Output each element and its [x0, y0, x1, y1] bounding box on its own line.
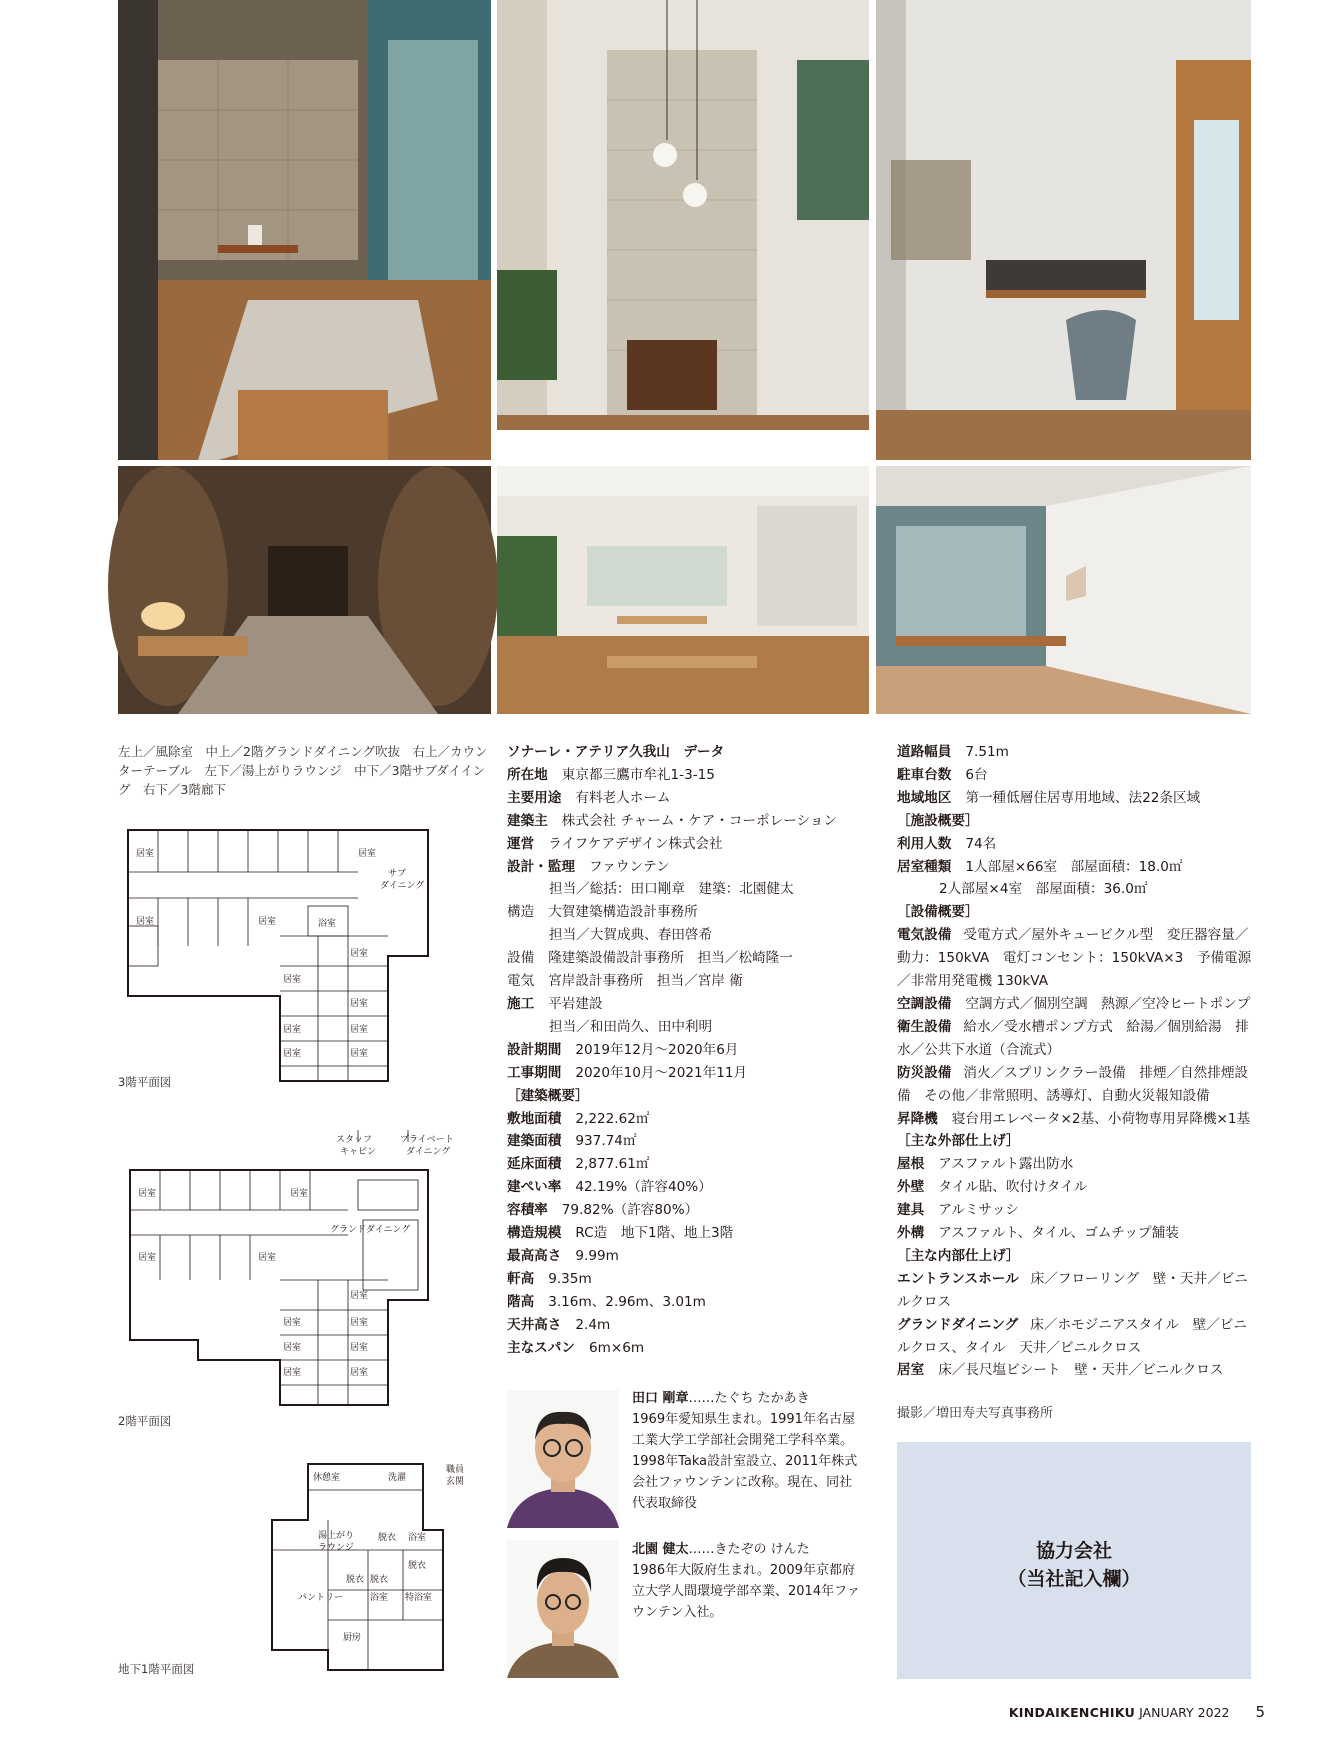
data-key: 建築面積 — [507, 1133, 562, 1150]
data-key: 建築主 — [507, 812, 548, 829]
planb1-room: 脱衣 — [408, 1561, 427, 1571]
data-row — [507, 1222, 879, 1245]
planb1-room: 特浴室 — [405, 1593, 433, 1603]
data-value: ファウンテン — [588, 858, 670, 875]
data-row — [507, 970, 879, 993]
data-row — [507, 1199, 879, 1222]
data-row-continued: 2人部屋×4室 部屋面積：36.0㎡ — [939, 881, 1148, 898]
section-heading: ［設備概要］ — [897, 904, 979, 921]
bio-reading: ……きたぞの けんた — [688, 1542, 810, 1557]
bio-taguchi — [632, 1388, 864, 1514]
data-row — [507, 947, 879, 970]
photo-credit: 撮影／増田寿夫写真事務所 — [897, 1406, 1054, 1421]
plan2-room: 居室 — [350, 1318, 369, 1328]
section-heading: ［施設概要］ — [897, 812, 979, 829]
data-value: 2020年10月～2021年11月 — [575, 1064, 748, 1081]
data-row — [897, 1062, 1252, 1108]
data-key: 敷地面積 — [507, 1110, 562, 1127]
data-key: 居室種類 — [897, 858, 952, 875]
data-value: 2,222.62㎡ — [575, 1110, 650, 1127]
data-row — [897, 1314, 1252, 1360]
data-row — [507, 901, 879, 924]
data-key: 主要用途 — [507, 789, 562, 806]
data-row — [507, 833, 879, 856]
data-row — [897, 787, 1252, 810]
page-number: 5 — [1255, 1703, 1265, 1721]
data-row — [507, 1130, 879, 1153]
plan2-room: 居室 — [350, 1343, 369, 1353]
data-value: 平岩建設 — [548, 995, 603, 1012]
plan3-room: 居室 — [358, 849, 377, 859]
data-column-2 — [897, 741, 1252, 1382]
data-value: 床／ホモジニアスタイル 壁／ビニルクロス、タイル 天井／ビニルクロス — [897, 1316, 1247, 1356]
data-value: 79.82%（許容80%） — [561, 1202, 699, 1219]
plan2-room: 居室 — [350, 1368, 369, 1378]
data-value: 9.99m — [575, 1247, 619, 1264]
portrait-kitazono — [507, 1540, 619, 1678]
plan2-room: 居室 — [350, 1291, 369, 1301]
floor-plan-3f — [118, 826, 440, 1076]
data-row — [507, 787, 879, 810]
data-key: 地域地区 — [897, 789, 952, 806]
data-key: 外壁 — [897, 1179, 925, 1196]
data-key: グランドダイニング — [897, 1316, 1019, 1333]
data-value: 3.16m、2.96m、3.01m — [548, 1293, 706, 1310]
data-value: 床／長尺塩ビシート 壁・天井／ビニルクロス — [938, 1362, 1224, 1379]
photo-bath-lounge — [118, 466, 491, 714]
plan2-room: 居室 — [138, 1253, 157, 1263]
data-value: 6m×6m — [588, 1339, 645, 1356]
data-row — [507, 1039, 879, 1062]
data-key: 電気設備 — [897, 927, 952, 944]
data-row — [507, 1153, 879, 1176]
data-key: 屋根 — [897, 1156, 925, 1173]
data-value: 2.4m — [575, 1316, 611, 1333]
data-row — [897, 1176, 1252, 1199]
data-value: 床／フローリング 壁・天井／ビニルクロス — [897, 1270, 1248, 1310]
data-row — [897, 1016, 1252, 1062]
data-row — [897, 993, 1252, 1016]
issue-date: JANUARY 2022 — [1139, 1705, 1230, 1720]
plan3-room: 居室 — [350, 1025, 369, 1035]
data-row — [897, 1199, 1252, 1222]
data-value: 空調方式／個別空調 熱源／空冷ヒートポンプ — [965, 995, 1251, 1012]
data-key: 所在地 — [507, 766, 548, 783]
data-key: 建ぺい率 — [507, 1179, 562, 1196]
plan2-callout: グランドダイニング — [330, 1225, 411, 1235]
data-key: 空調設備 — [897, 995, 952, 1012]
plan2-callout: キャビン — [340, 1147, 377, 1157]
planb1-room: 洗濯 — [388, 1473, 407, 1483]
data-row — [507, 1314, 879, 1337]
data-key: 延床面積 — [507, 1156, 562, 1173]
planb1-room: 浴室 — [370, 1593, 389, 1603]
planb1-room: 休憩室 — [313, 1473, 341, 1483]
planb1-room: 湯上がり — [318, 1531, 355, 1541]
photo-third-floor-corridor — [876, 466, 1251, 714]
planb1-room: 脱衣 — [370, 1575, 389, 1585]
data-key: 居室 — [897, 1362, 925, 1379]
data-row — [897, 1268, 1252, 1314]
data-key: 利用人数 — [897, 835, 952, 852]
plan2-room: 居室 — [290, 1189, 309, 1199]
data-row-continued: 担当／大賀成典、春田啓希 — [549, 927, 713, 944]
photo-vestibule — [118, 0, 491, 460]
data-row — [897, 1153, 1252, 1176]
data-key: 建具 — [897, 1202, 925, 1219]
data-row — [507, 764, 879, 787]
bio-reading: ……たぐち たかあき — [688, 1391, 810, 1406]
plan2-room: 居室 — [283, 1368, 302, 1378]
floor-plan-b1 — [268, 1460, 465, 1680]
data-row — [507, 1337, 879, 1360]
data-value: 有料老人ホーム — [575, 789, 671, 806]
data-key: 衛生設備 — [897, 1018, 952, 1035]
data-key: 階高 — [507, 1293, 535, 1310]
data-row — [897, 741, 1252, 764]
plan3-room: ダイニング — [380, 881, 425, 891]
planb1-room: 浴室 — [408, 1533, 427, 1543]
photo-counter-table — [876, 0, 1251, 460]
planb1-room: ラウンジ — [318, 1543, 354, 1553]
planb1-room: 脱衣 — [378, 1533, 397, 1543]
cooperating-subtitle: （当社記入欄） — [1007, 1568, 1141, 1590]
cooperating-companies-box — [897, 1442, 1251, 1679]
data-value: 937.74㎡ — [575, 1133, 637, 1150]
data-value: 42.19%（許容40%） — [575, 1179, 712, 1196]
data-key: 構造規模 — [507, 1225, 562, 1242]
data-value: 株式会社 チャーム・ケア・コーポレーション — [561, 812, 838, 829]
data-row-continued: 担当／総括：田口剛章 建築：北園健太 — [549, 881, 794, 898]
section-heading: ［主な外部仕上げ］ — [897, 1133, 1020, 1150]
data-key: 道路幅員 — [897, 744, 952, 760]
data-row — [507, 1268, 879, 1291]
plan3-room: サブ — [388, 869, 407, 879]
data-value: 9.35m — [548, 1270, 592, 1287]
data-value: タイル貼、吹付けタイル — [938, 1179, 1088, 1196]
data-key: 天井高さ — [507, 1316, 562, 1333]
data-value: アスファルト、タイル、ゴムチップ舗装 — [938, 1225, 1179, 1242]
data-row — [897, 1359, 1252, 1382]
data-value: 東京都三鷹市牟礼1-3-15 — [561, 766, 715, 783]
data-row — [507, 1176, 879, 1199]
plan2-room: 居室 — [138, 1189, 157, 1199]
data-key: 電気 — [507, 973, 535, 990]
bio-name: 北園 健太 — [632, 1542, 689, 1557]
data-key: 工事期間 — [507, 1064, 562, 1081]
plan3-room: 居室 — [258, 917, 277, 927]
data-row — [897, 856, 1252, 879]
section-heading: ［建築概要］ — [507, 1087, 589, 1104]
page-footer — [1009, 1703, 1265, 1721]
data-value: 2019年12月～2020年6月 — [575, 1041, 739, 1058]
plan3-room: 居室 — [283, 1049, 302, 1059]
plan-label-b1: 地下1階平面図 — [118, 1662, 195, 1676]
data-value: 1人部屋×66室 部屋面積：18.0㎡ — [965, 858, 1183, 875]
plan2-room: 居室 — [283, 1318, 302, 1328]
cooperating-title: 協力会社 — [1035, 1540, 1112, 1562]
planb1-room: パントリー — [298, 1593, 344, 1603]
section-heading: ［主な内部仕上げ］ — [897, 1247, 1020, 1264]
data-key: 昇降機 — [897, 1110, 938, 1127]
data-value: 宮岸設計事務所 担当／宮岸 衛 — [548, 973, 743, 990]
data-row-continued: 担当／和田尚久、田中利明 — [549, 1018, 713, 1035]
photo-caption: 左上／風除室 中上／2階グランドダイニング吹抜 右上／カウンターテーブル 左下／湯上がりラウンジ 中下／3階サブダイイング 右下／3階廊下 — [118, 744, 488, 797]
data-row — [507, 810, 879, 833]
data-key: 最高高さ — [507, 1247, 562, 1264]
photo-grand-dining-atrium — [497, 0, 869, 430]
plan2-callout: プライベート — [400, 1135, 454, 1145]
planb1-room: 脱衣 — [346, 1575, 365, 1585]
data-value: アスファルト露出防水 — [938, 1156, 1074, 1173]
plan3-room: 居室 — [283, 975, 302, 985]
data-row — [897, 764, 1252, 787]
bio-kitazono — [632, 1539, 864, 1623]
data-value: 7.51m — [965, 744, 1009, 760]
plan-label-2f: 2階平面図 — [118, 1414, 172, 1428]
data-row — [507, 1108, 879, 1131]
bio-text: 1986年大阪府生まれ。2009年京都府立大学人間環境学部卒業、2014年ファウンテン入社。 — [632, 1563, 860, 1620]
data-row — [897, 1222, 1252, 1245]
data-key: 設備 — [507, 950, 535, 967]
bio-name: 田口 剛章 — [632, 1391, 689, 1406]
plan3-room: 居室 — [136, 849, 155, 859]
data-key: 主なスパン — [507, 1339, 575, 1356]
bio-text: 1969年愛知県生まれ。1991年名古屋工業大学工学部社会開発工学科卒業。1998年Taka設計室設立、2011年株式会社ファウンテンに改称。現在、同社代表取締役 — [632, 1412, 858, 1511]
plan2-room: 居室 — [258, 1253, 277, 1263]
plan3-room: 浴室 — [318, 919, 337, 929]
data-key: 外構 — [897, 1225, 925, 1242]
data-value: 第一種低層住居専用地域、法22条区域 — [965, 789, 1201, 806]
data-key: 容積率 — [507, 1202, 548, 1219]
portrait-taguchi — [507, 1390, 619, 1528]
data-value: 受電方式／屋外キュービクル型 変圧器容量／動力：150kVA 電灯コンセント：150kVA×3 予備電源／非常用発電機 130kVA — [897, 927, 1252, 990]
plan3-room: 居室 — [350, 1049, 369, 1059]
data-value: 隆建築設備設計事務所 担当／松崎隆一 — [548, 950, 793, 967]
data-row — [507, 1062, 879, 1085]
data-row — [897, 1108, 1252, 1131]
data-value: 2,877.61㎡ — [575, 1156, 650, 1173]
data-key: 施工 — [507, 995, 535, 1012]
data-row — [897, 833, 1252, 856]
planb1-room: 職員 — [446, 1465, 465, 1475]
data-key: 設計・監理 — [507, 858, 575, 875]
planb1-room: 玄関 — [446, 1477, 465, 1487]
plan-label-3f: 3階平面図 — [118, 1075, 172, 1089]
plan2-room: 居室 — [283, 1343, 302, 1353]
data-row — [507, 1291, 879, 1314]
data-value: 消火／スプリンクラー設備 排煙／自然排煙設備 その他／非常照明、誘導灯、自動火災報知設備 — [897, 1064, 1249, 1104]
magazine-name: KINDAIKENCHIKU — [1008, 1705, 1136, 1720]
plan3-room: 居室 — [350, 999, 369, 1009]
photo-sub-dining — [497, 466, 869, 714]
plan3-room: 居室 — [350, 949, 369, 959]
data-value: 大賀建築構造設計事務所 — [548, 904, 698, 921]
data-value: RC造 地下1階、地上3階 — [575, 1225, 734, 1242]
data-value: 給水／受水槽ポンプ方式 給湯／個別給湯 排水／公共下水道（合流式） — [897, 1018, 1249, 1058]
floor-plan-2f — [118, 1130, 458, 1410]
data-title: ソナーレ・アテリア久我山 データ — [507, 744, 725, 760]
data-row — [507, 993, 879, 1016]
data-key: 軒高 — [507, 1270, 535, 1287]
data-value: 寝台用エレベータ×2基、小荷物専用昇降機×1基 — [951, 1110, 1251, 1127]
data-row — [897, 924, 1252, 993]
plan3-room: 居室 — [136, 917, 155, 927]
plan3-room: 居室 — [283, 1025, 302, 1035]
data-value: ライフケアデザイン株式会社 — [548, 835, 723, 852]
data-key: エントランスホール — [897, 1270, 1019, 1287]
data-value: 6台 — [965, 766, 988, 783]
data-key: 防災設備 — [897, 1064, 952, 1081]
data-value: 74名 — [965, 835, 997, 852]
data-key: 駐車台数 — [897, 766, 952, 783]
data-column-1 — [507, 741, 879, 1359]
data-row — [507, 856, 879, 879]
plan2-callout: ダイニング — [406, 1147, 451, 1157]
planb1-room: 厨房 — [343, 1633, 362, 1643]
data-key: 運営 — [507, 835, 535, 852]
plan2-callout: スタッフ — [336, 1135, 373, 1145]
data-value: アルミサッシ — [938, 1202, 1019, 1219]
data-key: 設計期間 — [507, 1041, 562, 1058]
data-key: 構造 — [507, 904, 535, 921]
data-row — [507, 1245, 879, 1268]
